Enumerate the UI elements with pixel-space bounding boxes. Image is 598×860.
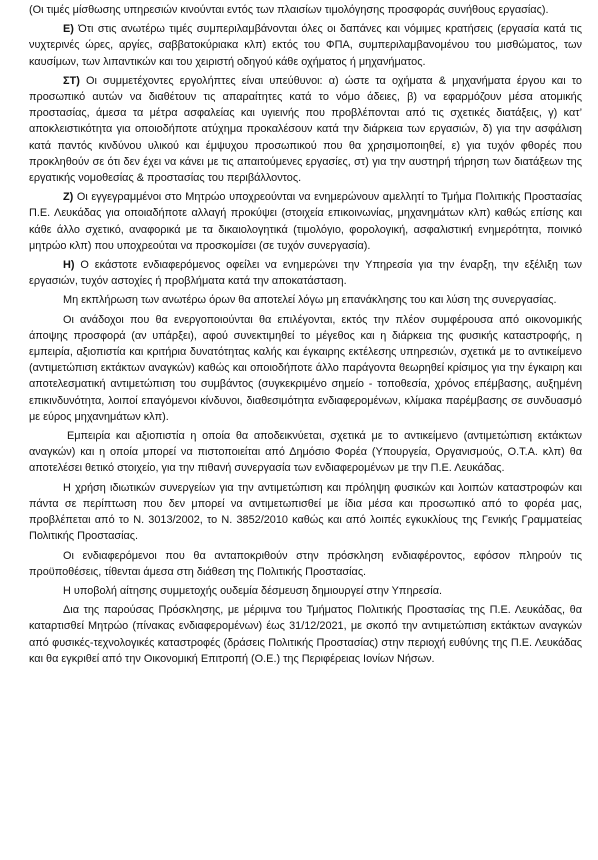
paragraph-z [29, 189, 582, 254]
paragraph-text: Δια της παρούσας Πρόσκλησης, με μέριμνα του Τμήματος Πολιτικής Προστασίας της Π.Ε. Λευκάδας, θα καταρτισθεί Μητρώο (πίνακας ενδιαφερομένων) έως 31/12/2021, με σκοπό την αντιμετώπιση εκτάκτων αναγκών από φυσικές-τεχνολογικές καταστροφές (δράσεις Πολιτικής Προστασίας) στην περιοχή ευθύνης της Π.Ε. Λευκάδας και θα εγκριθεί από την Οικονομική Επιτροπή (Ο.Ε.) της Περιφέρειας Ιονίων Νήσων. [29, 604, 582, 665]
paragraph-private-crews [29, 480, 582, 545]
paragraph-text: Οι ενδιαφερόμενοι που θα ανταποκριθούν στην πρόσκληση ενδιαφέροντος, εφόσον πληρούν τις προϋποθέσεις, τίθενται άμεσα στη διάθεση της Πολιτικής Προστασίας. [29, 549, 582, 578]
paragraph-text: Εμπειρία και αξιοπιστία η οποία θα αποδεικνύεται, σχετικά με το αντικείμενο (αντιμετώπιση εκτάκτων αναγκών) και η οποία μπορεί να πιστοποιείται από Δημόσιο Φορέα (Υπουργεία, Οργανισμούς, Ο.Τ.Α. κλπ) θα αποτελέσει θετικό στοιχείο, για την πιθανή συνεργασία των ενδιαφερομένων με την Π.Ε. Λευκάδας. [29, 430, 582, 475]
paragraph-submission [29, 583, 582, 599]
paragraph-st [29, 73, 582, 186]
paragraph-interested [29, 548, 582, 580]
paragraph-text: (Οι τιμές μίσθωσης υπηρεσιών κινούνται εντός των πλαισίων τιμολόγησης προσφοράς συνήθους εργασίας). [29, 4, 549, 16]
paragraph-text: Μη εκπλήρωση των ανωτέρω όρων θα αποτελεί λόγω μη επανάκλησης του και λύση της συνεργασίας. [63, 294, 557, 307]
paragraph-text: Ότι στις ανωτέρω τιμές συμπεριλαμβάνονται όλες οι δαπάνες και νόμιμες κρατήσεις (εργασία κατά τις νυχτερινές ώρες, αργίες, σαββατοκύριακα κλπ) εκτός του ΦΠΑ, συμπεριλαμβανομένου του μισθώματος, των καυσίμων, των λιπαντικών και του χειριστή οδηγού κάθε οχήματος ή μηχανήματος. [29, 23, 582, 68]
paragraph-h [29, 257, 582, 289]
paragraph-nonfulfilment [29, 292, 582, 308]
paragraph-registry [29, 602, 582, 667]
paragraph-contractors [29, 312, 582, 425]
paragraph-label: Η) [63, 259, 75, 272]
paragraph-experience [29, 428, 582, 477]
paragraph-prices-note [29, 2, 582, 18]
paragraph-text: Η χρήση ιδιωτικών συνεργείων για την αντιμετώπιση και πρόληψη φυσικών και λοιπών καταστροφών και πάντα σε περίπτωση που δεν μπορεί να αντιμετωπισθεί με ίδια μέσα και προσωπικό από το φορέα μας, προβλέπεται από το Ν. 3013/2002, το Ν. 3852/2010 καθώς και από λοιπές εγκυκλίους της Γενικής Γραμματείας Πολιτικής Προστασίας. [29, 481, 582, 543]
paragraph-text: Οι ανάδοχοι που θα ενεργοποιούνται θα επιλέγονται, εκτός την πλέον συμφέρουσα από οικονομικής άποψης προσφορά (αν υπάρξει), αφού συνεκτιμηθεί το μέγεθος και η διάρκεια της φυσικής καταστροφής, η εμπειρία, αξιοπιστία και κριτήρια δυνατότητας καλής και έγκαιρης εκτέλεσης υπηρεσιών, σχετικά με το αντικείμενο (αντιμετώπιση εκτάκτων αναγκών) καθώς και οποιοδήποτε άλλο παράγοντα θεωρηθεί κρίσιμος για την έγκαιρη και αποτελεσματική αντιμετώπιση του συμβάντος (συγκεκριμένο σημείο - τοποθεσία, χρόνος επέμβασης, αυξημένη επικινδυνότητα, λοιποί επαγόμενοι κίνδυνοι, διαθεσιμότητα ενδιαφερομένων, κλίμακα παρέμβασης σε συνδυασμό με εύρος μηχανημάτων κλπ). [29, 313, 582, 423]
paragraph-label: Ζ) [63, 191, 74, 204]
paragraph-label: ΣΤ) [63, 74, 80, 87]
paragraph-label: Ε) [63, 23, 74, 36]
paragraph-text: Ο εκάστοτε ενδιαφερόμενος οφείλει να ενημερώνει την Υπηρεσία για την έναρξη, την εξέλιξη των εργασιών, τυχόν αστοχίες ή προβλήματα κατά την αποκατάσταση. [29, 259, 582, 288]
paragraph-text: Οι συμμετέχοντες εργολήπτες είναι υπεύθυνοι: α) ώστε τα οχήματα & μηχανήματα έργου και το προσωπικό αυτών να διαθέτουν τις απαραίτητες κατά το νόμο άδειες, β) να εφαρμόζουν μέσα ατομικής προστασίας, άμεσα τα μέτρα ασφαλείας και υγιεινής που προβλέπονται από τις σχετικές διατάξεις, γ) κατ’ αποκλειστικότητα για οποιοδήποτε ατύχημα προκαλέσουν κατά την διάρκεια των εργασιών, δ) για την ασφάλιση κατά παντός κινδύνου υλικού και έμψυχου προσωπικού που θα χρησιμοποιηθεί, ε) για τυχόν φθορές που προκληθούν σε ότι δεν έχει να κάνει με τις απαιτούμενες εργασίες, στ) για την αυστηρή τήρηση των διατάξεων της εργατικής νομοθεσίας & προστασίας του περιβάλλοντος. [29, 74, 582, 185]
paragraph-text: Η υποβολή αίτησης συμμετοχής ουδεμία δέσμευση δημιουργεί στην Υπηρεσία. [63, 584, 443, 597]
paragraph-text: Οι εγγεγραμμένοι στο Μητρώο υποχρεούνται να ενημερώνουν αμελλητί το Τμήμα Πολιτικής Προστασίας Π.Ε. Λευκάδας για οποιαδήποτε αλλαγή προκύψει (στοιχεία επικοινωνίας, μηχανημάτων κλπ) καθώς επίσης και κάθε άλλο σχετικό, αναφορικά με τα δικαιολογητικά (τιμολόγιο, φορολογική, ασφαλιστική ενημερότητα, ποινικό μητρώο κλπ) που υποχρεούται να προσκομίσει (σε τυχόν συνεργασία). [29, 191, 583, 252]
paragraph-e [29, 21, 582, 70]
